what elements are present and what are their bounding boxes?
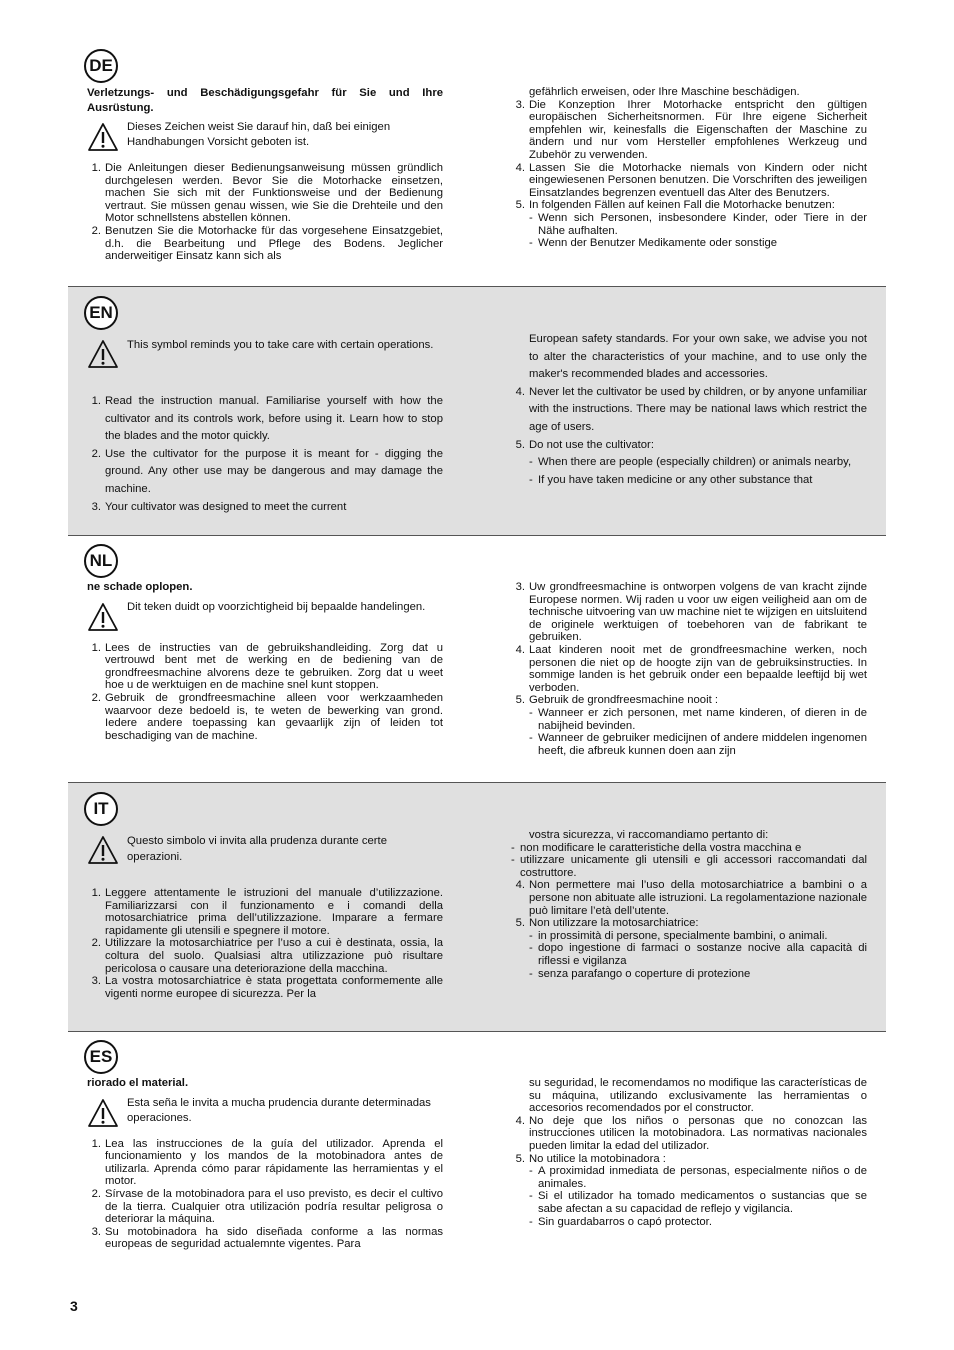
- list-item: 5. Gebruik de grondfreesmachine nooit :: [515, 694, 719, 707]
- sub-item: - Sin guardabarros o capó protector.: [529, 1215, 712, 1228]
- language-badge-it: IT: [84, 792, 118, 826]
- en-left-column: [87, 337, 443, 516]
- list-item: 2. Benutzen Sie die Motorhacke für das vorgesehene Einsatzgebiet, d.h. die Bearbeitung und Pflege des Bodens. Jeglicher anderweitiger Einsatz kann sich als: [91, 224, 443, 263]
- sub-item: - dopo ingestione di farmaci o sostanze nocive alla capacità di riflessi e vigilanza: [529, 942, 867, 967]
- it-left-column: [87, 833, 443, 1000]
- sub-item: - in prossimità di persone, specialmente bambini, o animali.: [529, 929, 828, 942]
- es-left-column: [87, 1077, 443, 1251]
- language-badge-es: ES: [84, 1040, 118, 1074]
- de-left-column: [87, 86, 443, 263]
- it-right-column: [511, 829, 867, 980]
- es-right-column: [511, 1077, 867, 1228]
- warning-triangle-icon: [87, 122, 119, 152]
- warning-triangle-icon: [87, 339, 119, 369]
- sub-item: - Wanneer de gebruiker medicijnen of andere middelen ingenomen heeft, die afbreuk kunnen doen aan zijn: [529, 732, 867, 757]
- list-item: 3. Uw grondfreesmachine is ontworpen volgens de van kracht zijnde Europese normen. Wij raden u voor uw eigen veiligheid aan om de technische uitvoering van uw machine niet te wijzigen en uitsluitend de originele werktuigen of toebehoren van de fabrikant te gebruiken.: [515, 581, 867, 644]
- list-item: 3. Your cultivator was designed to meet the current: [91, 500, 347, 513]
- sub-item: - non modificare le caratteristiche della vostra macchina e: [511, 841, 802, 854]
- de-continuation: gefährlich erweisen, oder Ihre Maschine beschädigen.: [529, 86, 800, 98]
- sub-item: - Wenn sich Personen, insbesondere Kinder, oder Tiere in der Nähe aufhalten.: [529, 211, 867, 237]
- en-warning-text: This symbol reminds you to take care with certain operations.: [127, 339, 434, 351]
- section-it: [68, 782, 886, 1032]
- it-continuation: vostra sicurezza, vi raccomandiamo pertanto di:: [529, 829, 769, 841]
- list-item: 2. Use the cultivator for the purpose it is meant for - digging the ground. Any other use may be dangerous and may damage the machine.: [91, 447, 443, 495]
- it-warning: [87, 833, 443, 865]
- language-badge-nl: NL: [84, 544, 118, 578]
- sub-item: - Wenn der Benutzer Medikamente oder sonstige: [529, 237, 778, 250]
- list-item: 5. No utilice la motobinadora :: [515, 1152, 666, 1165]
- list-item: 5. Do not use the cultivator:: [515, 438, 654, 451]
- en-continuation: European safety standards. For your own sake, we advise you not to alter the characteristics of your machine, and to use only the maker's recommended blades and accessories.: [529, 333, 867, 381]
- en-right-column: [511, 331, 867, 489]
- nl-warning-text: Dit teken duidt op voorzichtigheid bij bepaalde handelingen.: [127, 600, 426, 613]
- list-item: 4. Non permettere mai l’uso della motosarchiatrice a bambini o a persone non abituate alle istruzioni. La regolamentazione nazionale può limitare l’età dell’utente.: [515, 879, 867, 917]
- es-warning-text: Esta seña le invita a mucha prudencia durante determinadas operaciones.: [127, 1096, 431, 1124]
- list-item: 4. Lassen Sie die Motorhacke niemals von Kindern oder nicht eingewiesenen Personen benutzen. Die Vorschriften des jeweiligen Einsatzlandes begrenzen eventuell das Alter des Benutzers.: [515, 161, 867, 199]
- nl-warning: [87, 600, 443, 632]
- warning-triangle-icon: [87, 835, 119, 865]
- de-right-column: [511, 86, 867, 250]
- list-item: 2. Gebruik de grondfreesmachine alleen voor werkzaamheden waarvoor deze bedoeld is, te weten de bewerking van grond. Iedere andere toepassing kan gevaarlijk zijn of leiden tot beschadiging van de machine.: [91, 691, 443, 742]
- sub-item: - Si el utilizador ha tomado medicamentos o sustancias que se sabe afectan a su capacidad de reflejo y vigilancia.: [529, 1190, 867, 1215]
- sub-item: - senza parafango o coperture di protezione: [529, 967, 751, 980]
- es-warning: [87, 1096, 443, 1128]
- nl-heading: ne schade oplopen.: [87, 581, 193, 593]
- sub-item: - Wanneer er zich personen, met name kinderen, of dieren in de nabijheid bevinden.: [529, 706, 867, 732]
- list-item: 1. Read the instruction manual. Familiarise yourself with how the cultivator and its controls work, before using it. Learn how to stop the blades and the motor quickly.: [91, 395, 443, 443]
- warning-triangle-icon: [87, 602, 119, 632]
- section-de: [68, 42, 886, 286]
- nl-left-column: [87, 581, 443, 742]
- page-number: 3: [70, 1298, 78, 1314]
- list-item: 3. La vostra motosarchiatrice è stata progettata conformemente alle vigenti norme europee di sicurezza. Per la: [91, 975, 443, 1000]
- en-warning: [87, 337, 443, 369]
- section-nl: [68, 535, 886, 781]
- it-warning-text: Questo simbolo vi invita alla prudenza durante certe operazioni.: [127, 835, 387, 863]
- sub-item: - When there are people (especially children) or animals nearby,: [529, 456, 852, 469]
- list-item: 2. Utilizzare la motosarchiatrice per l’uso a cui è destinata, ossia, la coltura del suolo. Qualsiasi altra utilizzazione può risultare pericolosa o causare una deteriorazione della macchina.: [91, 937, 443, 975]
- list-item: 5. In folgenden Fällen auf keinen Fall die Motorhacke benutzen:: [515, 199, 835, 212]
- de-warning: [87, 120, 443, 152]
- list-item: 1. Lees de instructies van de gebruikshandleiding. Zorg dat u vertrouwd bent met de werking en de bediening van de grondfreesmachine alvorens deze te gebruiken. Zorg dat u weet hoe u de werktuigen en de machine snel kunt stoppen.: [91, 641, 443, 692]
- list-item: 5. Non utilizzare la motosarchiatrice:: [515, 917, 699, 930]
- warning-triangle-icon: [87, 1098, 119, 1128]
- list-item: 3. Su motobinadora ha sido diseñada conforme a las normas europeas de seguridad actualemnte vigentes. Para: [91, 1225, 443, 1251]
- list-item: 4. Never let the cultivator be used by children, or by anyone unfamiliar with the instructions. There may be national laws which restrict the age of users.: [515, 385, 867, 433]
- language-badge-de: DE: [84, 49, 118, 83]
- list-item: 1. Die Anleitungen dieser Bedienungsanweisung müssen gründlich durchgelesen werden. Bevor Sie die Motorhacke einsetzen, machen Sie sich mit der Funktionsweise und der Bedienung vertraut. Sie müssen genau wissen, wie Sie die Drehteile und den Motor schnellstens abstellen können.: [91, 162, 443, 225]
- nl-right-column: [511, 581, 867, 757]
- list-item: 1. Lea las instrucciones de la guía del utilizador. Aprenda el funcionamiento y los mandos de la motobinadora antes de utilizarla. Aprenda cómo parar rápidamente las herramientas y el motor.: [91, 1137, 443, 1188]
- es-heading: riorado el material.: [87, 1077, 189, 1089]
- sub-item: - If you have taken medicine or any other substance that: [529, 473, 813, 486]
- list-item: 4. Laat kinderen nooit met de grondfreesmachine werken, noch personen die niet op de hoogte zijn van de gebruiksinstructies. In sommige landen is het gebruik onder een bepaalde leeftijd bij wet verboden.: [515, 643, 867, 694]
- list-item: 4. No deje que los niños o personas que no conozcan las instrucciones utilicen la motobinadora. Las normativas nacionales pueden limitar la edad del utilizador.: [515, 1114, 867, 1152]
- list-item: 3. Die Konzeption Ihrer Motorhacke entspricht den gültigen europäischen Sicherheitsnormen. Für Ihre eigene Sicherheit empfehlen wir, keinesfalls die Eigenschaften der Maschine zu ändern und nur vom Hersteller empfohlenes Werkzeug und Zubehör zu verwenden.: [515, 98, 867, 161]
- list-item: 1. Leggere attentamente le istruzioni del manuale d’utilizzazione. Familiarizzarsi con il funzionamento e i comandi della motosarchiatrice prima dell’utilizzazione. Imparare a fermare rapidamente gli utensili e spegnere il motore.: [91, 887, 443, 937]
- list-item: 2. Sírvase de la motobinadora para el uso previsto, es decir el cultivo de la tierra. Cualquier otra utilización podría resultar peligrosa o deteriorar la máquina.: [91, 1187, 443, 1226]
- de-heading: Verletzungs- und Beschädigungsgefahr für Sie und Ihre Ausrüstung.: [87, 87, 443, 114]
- es-continuation: su seguridad, le recomendamos no modifique las características de su máquina, utilizando exclusivamente las herramientas o accesorios recomendados por el constructor.: [529, 1077, 867, 1115]
- section-en: [68, 286, 886, 536]
- section-es: [68, 1031, 886, 1281]
- sub-item: - A proximidad inmediata de personas, especialmente niños o de animales.: [529, 1165, 867, 1190]
- de-warning-text: Dieses Zeichen weist Sie darauf hin, daß bei einigen Handhabungen Vorsicht geboten ist.: [127, 121, 391, 148]
- sub-item: - utilizzare unicamente gli utensili e gli accessori raccomandati dal costruttore.: [511, 854, 867, 879]
- language-badge-en: EN: [84, 296, 118, 330]
